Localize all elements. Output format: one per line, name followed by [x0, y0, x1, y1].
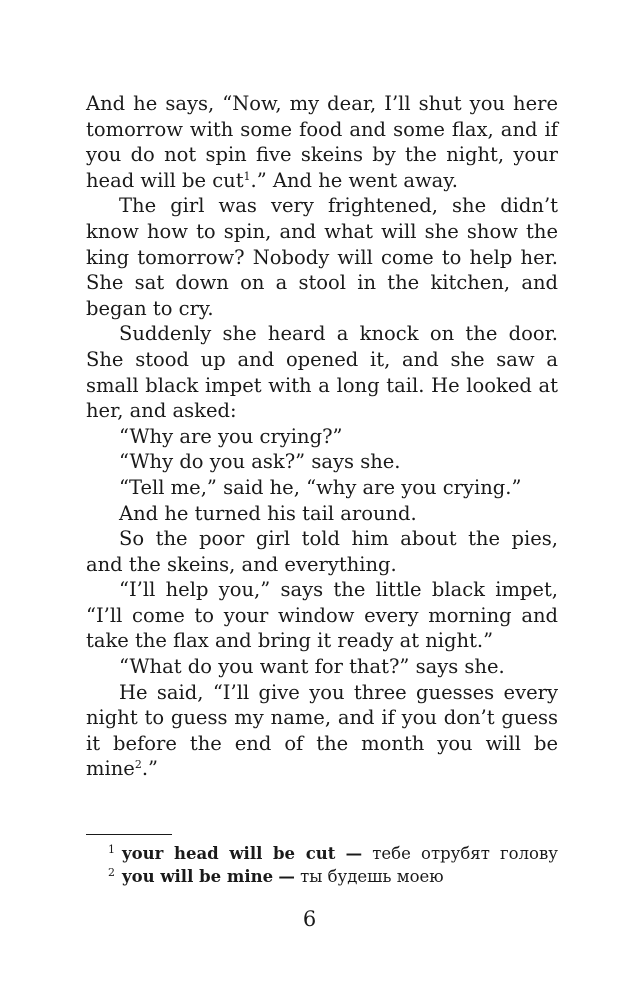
footnote-translation: тебе отрубят голову [372, 844, 558, 863]
paragraph-6: “Tell me,” said he, “why are you crying.” [119, 475, 522, 499]
footnote-divider [86, 834, 172, 835]
paragraph-9: “I’ll help you,” says the little black impet, “I’ll come to your window every morning and take the flax and bring it ready at night.” [86, 578, 558, 653]
footnote-ref-2[interactable]: 2 [134, 758, 142, 772]
paragraph-text: And he says, “Now, my dear, I’ll shut you here tomorrow with some food and some flax, and if you do not spin five skeins by the night, your head will be cut [86, 92, 558, 192]
paragraph-text-after: .” And he went away. [250, 168, 458, 192]
page-body [86, 91, 558, 782]
paragraph-3: Suddenly she heard a knock on the door. She stood up and opened it, and she saw a small black impet with a long tail. He looked at her, and asked: [86, 322, 558, 423]
paragraph-10: “What do you want for that?” says she. [119, 655, 505, 679]
footnote-2 [86, 865, 558, 888]
paragraph-2: The girl was very frightened, she didn’t know how to spin, and what will she show the king tomorrow? Nobody will come to help her. She sat down on a stool in the kitchen, and began to cry. [86, 194, 558, 320]
paragraph-5: “Why do you ask?” says she. [119, 450, 401, 474]
footnote-ref-1[interactable]: 1 [243, 169, 251, 183]
footnote-1 [86, 842, 558, 865]
paragraph-text-after: .” [141, 757, 158, 781]
footnote-text [122, 865, 558, 888]
footnote-dash: — [278, 867, 295, 886]
footnote-translation: ты будешь моею [300, 867, 444, 886]
footnote-dash: — [345, 844, 363, 863]
paragraph-7: And he turned his tail around. [119, 501, 417, 525]
footnote-term: you will be mine [122, 867, 274, 886]
paragraph-text: He said, “I’ll give you three guesses every night to guess my name, and if you don’t guess it before the end of the month you will be mine [86, 680, 558, 781]
footnotes [86, 842, 558, 888]
footnote-term: your head will be cut [122, 844, 336, 863]
paragraph-1 [86, 91, 558, 193]
footnote-number: 1 [108, 843, 115, 856]
paragraph-11 [86, 680, 558, 782]
footnote-text [122, 842, 558, 865]
paragraph-4: “Why are you crying?” [119, 424, 343, 448]
page-number: 6 [302, 907, 317, 931]
paragraph-8: So the poor girl told him about the pies, and the skeins, and everything. [86, 527, 558, 576]
footnote-number: 2 [108, 866, 115, 879]
